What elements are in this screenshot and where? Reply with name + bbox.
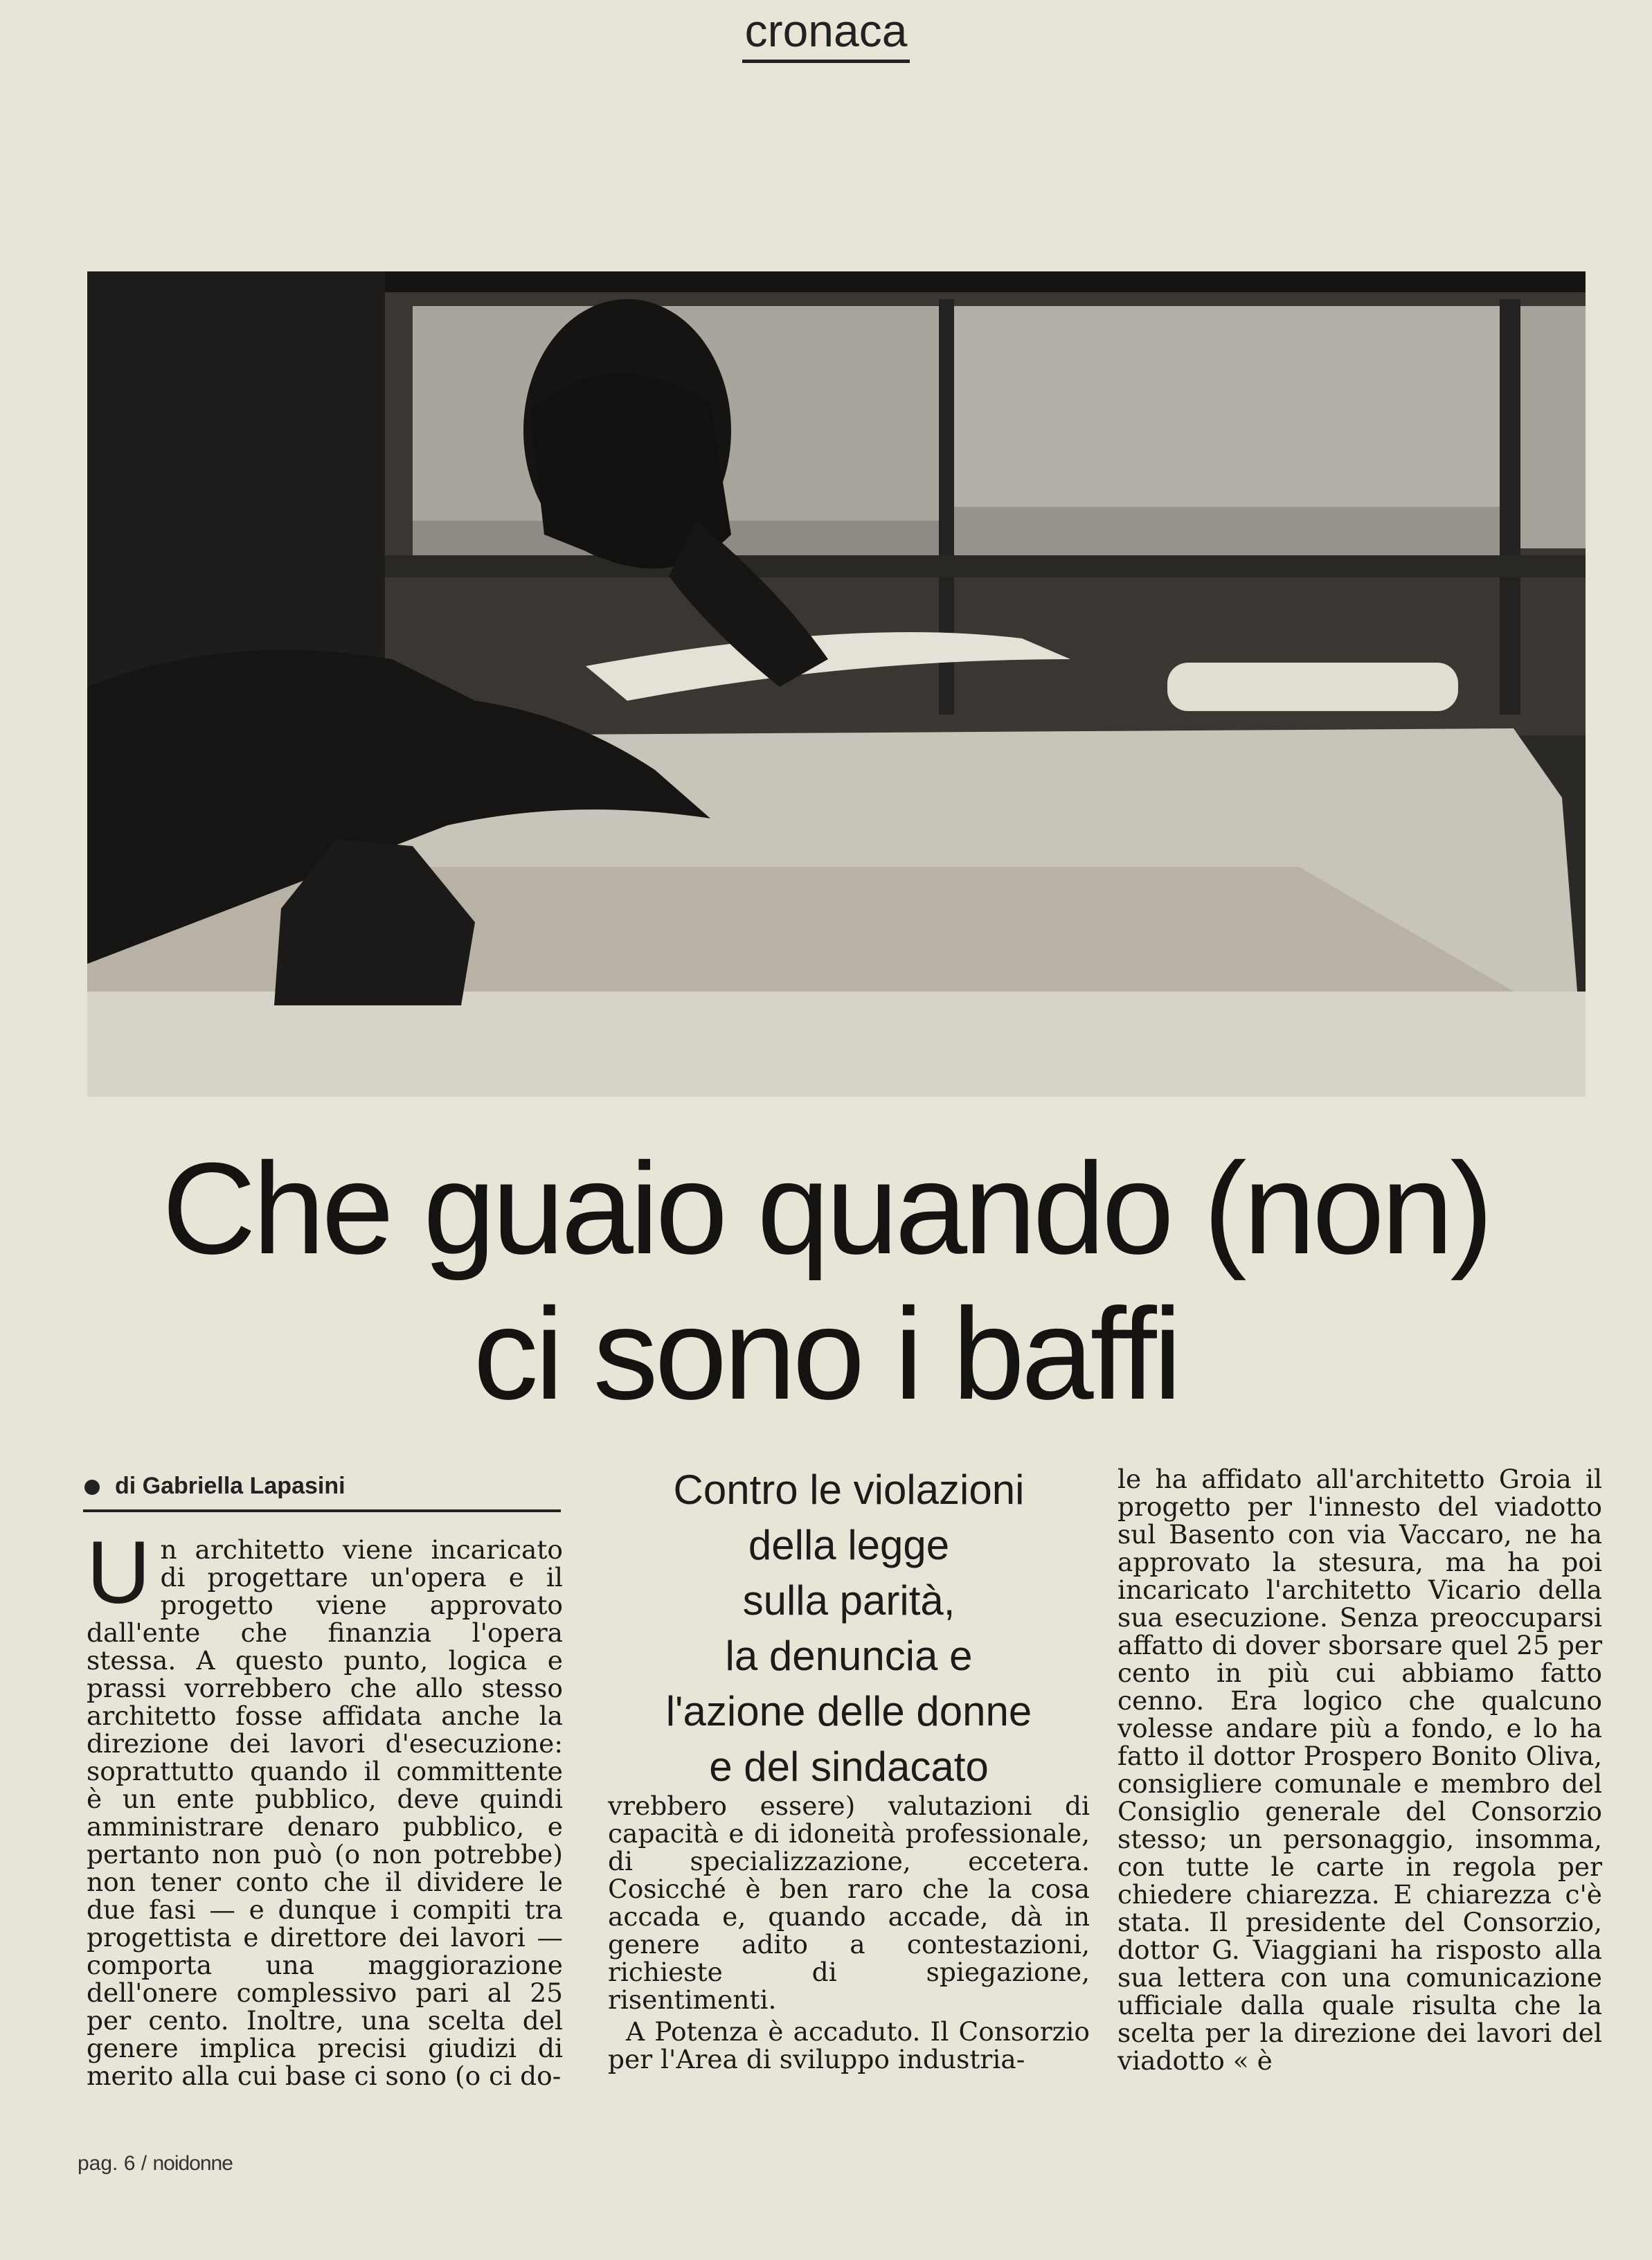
paragraph: A Potenza è accaduto. Il Consorzio per l'Area di sviluppo industria- [608, 2016, 1090, 2074]
column-1 [87, 1523, 563, 2091]
subhead-line: la denuncia e [725, 1633, 973, 1679]
magazine-name: noidonne [152, 2152, 233, 2175]
article-photo [87, 271, 1586, 1097]
photo-woman-drafting-table-icon [87, 271, 1586, 1097]
title-line-1: Che guaio quando (non) [162, 1136, 1490, 1281]
paragraph: le ha affidato all'architetto Groia il progetto per l'innesto del viadotto sul Basento con via Vaccaro, ne ha approvato la stesura, ma ha poi incaricato l'architetto Vicario della sua esecuzione. Senza preoccuparsi affatto di dover sborsare quel 25 per cento in più cui abbiamo fatto cenno. Era logico che qualcuno volesse andare più a fondo, e lo ha fatto il dottor Prospero Bonito Oliva, consigliere comunale e membro del Consiglio generale del Consorzio stesso; un personaggio, insomma, con tutte le carte in regola per chiedere chiarezza. E chiarezza c'è stata. Il presidente del Consorzio, dottor G. Viaggiani ha risposto alla sua lettera con una comunicazione ufficiale dalla quale risulta che la scelta per la direzione dei lavori del viadotto « è [1117, 1464, 1602, 2076]
paragraph: Un architetto viene incaricato di progettare un'opera e il progetto viene approvato dall'ente che finanzia l'opera stessa. A questo punto, logica e prassi vorrebbero che allo stesso architetto fosse affidata anche la direzione dei lavori d'esecuzione: soprattutto quando il committente è un ente pubblico, deve quindi amministrare denaro pubblico, e pertanto non può (o non potrebbe) non tener conto che il dividere le due fasi — e dunque i compiti tra progettista e direttore dei lavori — comporta una maggiorazione dell'onere complessivo pari al 25 per cento. Inoltre, una scelta del genere implica precisi giudizi di merito alla cui base ci sono (o ci do- [87, 1523, 563, 2091]
bullet-icon [84, 1480, 100, 1495]
title-line-2: ci sono i baffi [473, 1281, 1179, 1426]
subhead-line: l'azione delle donne [665, 1688, 1032, 1734]
section-label: cronaca [0, 3, 1652, 63]
column-3 [1117, 1465, 1602, 2074]
byline [83, 1465, 561, 1512]
footer-separator: / [141, 2152, 147, 2175]
page-number: pag. 6 [78, 2152, 136, 2175]
subheading [602, 1462, 1095, 1795]
paragraph: vrebbero essere) valutazioni di capacità e di idoneità professionale, di specializzazione, eccetera. Cosicché è ben raro che la cosa accada e, quando accade, dà in genere adito a contestazioni, richieste di spiegazione, risentimenti. [608, 1791, 1090, 2015]
column-2 [608, 1792, 1090, 2073]
subhead-line: sulla parità, [742, 1577, 955, 1624]
drop-cap: U [87, 1523, 151, 1622]
author-name: di Gabriella Lapasini [115, 1473, 345, 1499]
subhead-line: della legge [748, 1522, 950, 1568]
page-footer [78, 2152, 233, 2176]
subhead-line: Contro le violazioni [673, 1467, 1025, 1513]
article-title [0, 1136, 1652, 1426]
subhead-line: e del sindacato [709, 1743, 989, 1790]
